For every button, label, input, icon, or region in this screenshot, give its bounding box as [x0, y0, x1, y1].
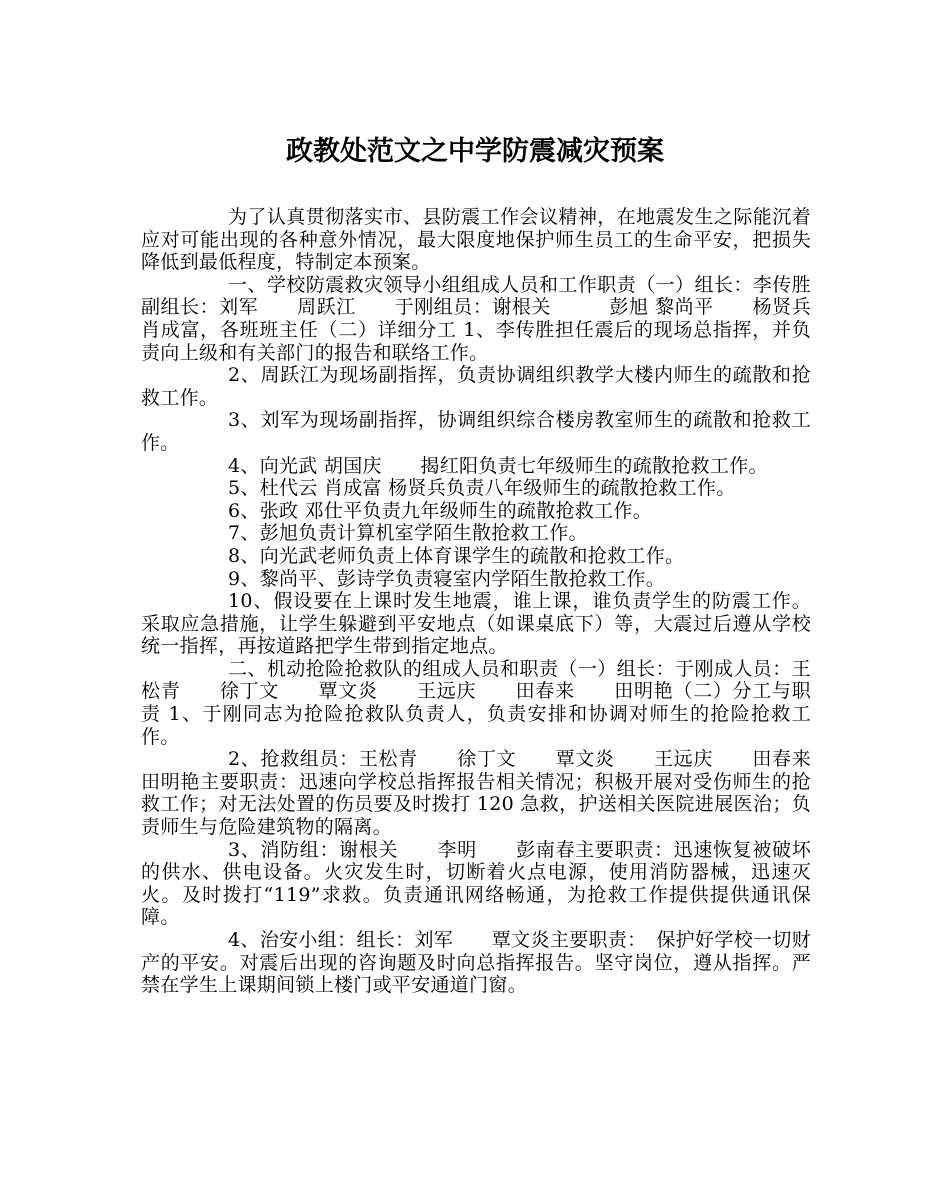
- paragraph-item-5: 5、杜代云 肖成富 杨贤兵负责八年级师生的疏散抢救工作。: [228, 477, 736, 500]
- paragraph-item-8: 8、向光武老师负责上体育课学生的疏散和抢救工作。: [228, 544, 685, 567]
- document-body: [141, 206, 850, 997]
- paragraph-item-4: 4、向光武 胡国庆 揭红阳负责七年级师生的疏散抢救工作。: [228, 454, 768, 477]
- paragraph-item-10: 10、假设要在上课时发生地震，谁上课，谁负责学生的防震工作。采取应急措施，让学生躲避到平安地点（如课桌底下）等，大震过后遵从学校统一指挥，再按道路把学生带到指定地点。: [141, 590, 811, 658]
- paragraph-item-6: 6、张政 邓仕平负责九年级师生的疏散抢救工作。: [228, 499, 653, 522]
- paragraph-rescue-group: 2、抢救组员：王松青 徐丁文 覃文炎 王远庆 田春来田明艳主要职责：迅速向学校总指挥报告相关情况；积极开展对受伤师生的抢救工作；对无法处置的伤员要及时拨打 120 急救，护送相关医院进展医治；负责师生与危险建筑物的隔离。: [141, 748, 811, 839]
- paragraph-section-2: 二、机动抢险抢救队的组成人员和职责（一）组长：于刚成人员：王松青 徐丁文 覃文炎 王远庆 田春来 田明艳（二）分工与职责 1、于刚同志为抢险抢救队负责人，负责安排和协调对师生的抢险抢救工作。: [141, 657, 811, 748]
- paragraph-item-7: 7、彭旭负责计算机室学陌生散抢救工作。: [228, 522, 588, 545]
- paragraph-section-1: 一、学校防震救灾领导小组组成人员和工作职责（一）组长：李传胜 副组长：刘军 周跃江 于刚组员：谢根关 彭旭 黎尚平 杨贤兵 肖成富，各班班主任（二）详细分工 1、李传胜担任震后的现场总指挥，并负责向上级和有关部门的报告和联络工作。: [141, 273, 850, 364]
- paragraph-security-group: 4、治安小组：组长：刘军 覃文炎主要职责： 保护好学校一切财产的平安。对震后出现的咨询题及时向总指挥报告。坚守岗位，遵从指挥。严禁在学生上课期间锁上楼门或平安通道门窗。: [141, 929, 811, 997]
- paragraph-item-3: 3、刘军为现场副指挥，协调组织综合楼房教室师生的疏散和抢救工作。: [141, 409, 811, 454]
- paragraph-item-9: 9、黎尚平、彭诗学负责寝室内学陌生散抢救工作。: [228, 567, 665, 590]
- document-title: 政教处范文之中学防震减灾预案: [286, 136, 664, 167]
- paragraph-fire-group: 3、消防组：谢根关 李明 彭南春主要职责：迅速恢复被破坏的供水、供电设备。火灾发生时，切断着火点电源，使用消防器械，迅速灭火。及时拨打“119”求救。负责通讯网络畅通，为抢救工作提供提供通讯保障。: [141, 838, 811, 929]
- paragraph-intro: 为了认真贯彻落实市、县防震工作会议精神，在地震发生之际能沉着应对可能出现的各种意外情况，最大限度地保护师生员工的生命平安，把损失降低到最低程度，特制定本预案。: [141, 206, 811, 274]
- paragraph-item-2: 2、周跃江为现场副指挥，负责协调组织教学大楼内师生的疏散和抢救工作。: [141, 364, 811, 409]
